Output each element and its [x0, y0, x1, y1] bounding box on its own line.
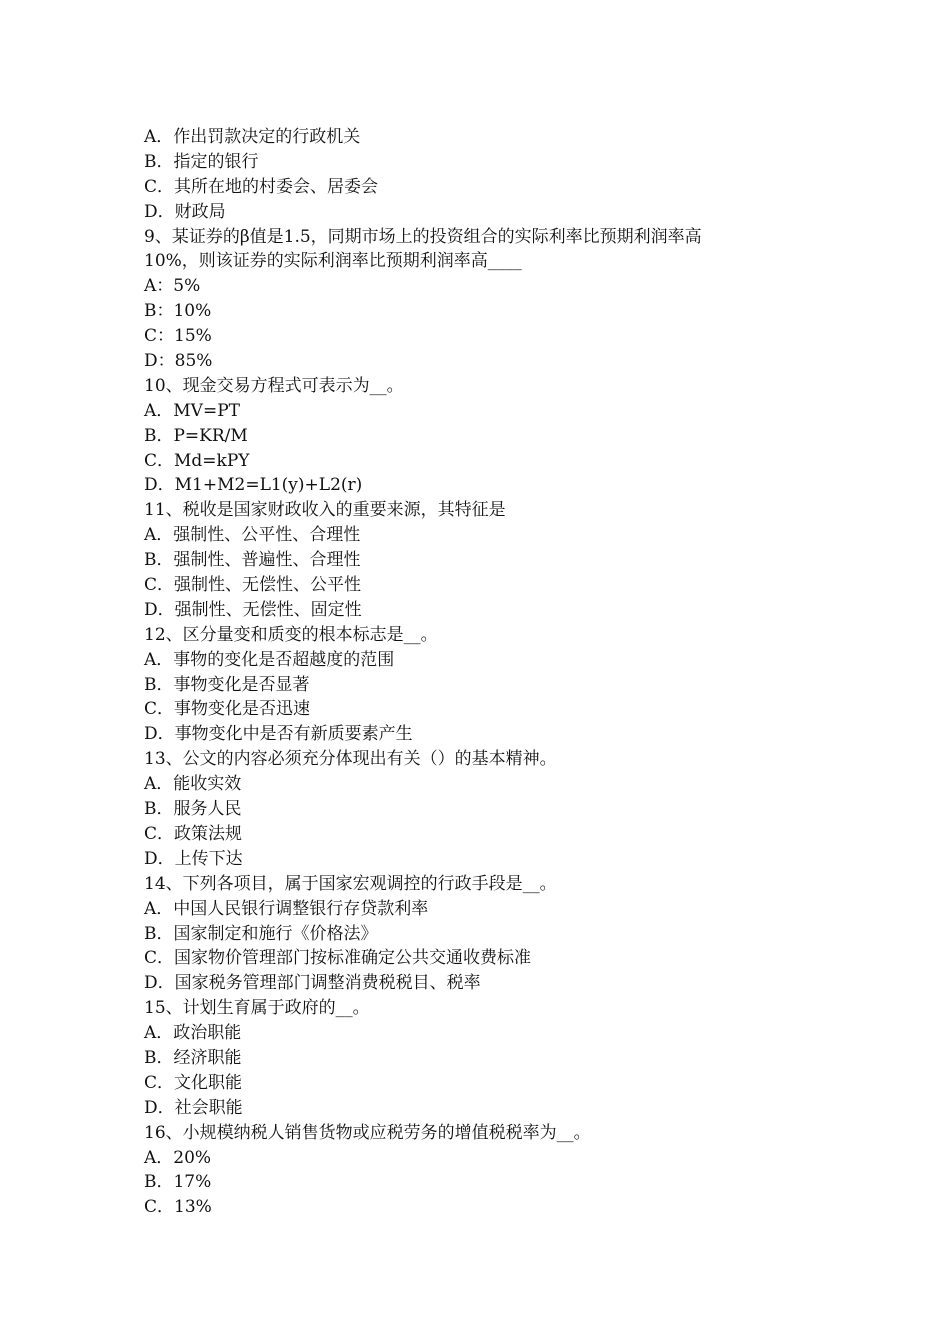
option-text: A．作出罚款决定的行政机关: [144, 127, 361, 147]
option-text: D：85%: [144, 351, 213, 372]
option-text: C：15%: [144, 326, 212, 347]
option-text: A．20%: [144, 1147, 212, 1168]
option-text: A．MV=PT: [144, 400, 240, 421]
question-12-text: 12、区分量变和质变的根本标志是__。: [144, 624, 438, 645]
option-text: D．社会职能: [144, 1097, 243, 1118]
option-text: B．经济职能: [144, 1047, 242, 1068]
option-text: A．强制性、公平性、合理性: [144, 525, 361, 546]
option-text: D．财政局: [144, 201, 226, 222]
option-text: C．Md=kPY: [144, 450, 250, 471]
option-text: C．政策法规: [144, 823, 243, 844]
question-16-text: 16、小规模纳税人销售货物或应税劳务的增值税税率为__。: [144, 1122, 591, 1143]
option-text: B．指定的银行: [144, 151, 259, 172]
option-text: B：10%: [144, 301, 212, 322]
option-text: D．事物变化中是否有新质要素产生: [144, 724, 413, 745]
option-text: B．强制性、普遍性、合理性: [144, 550, 361, 571]
question-13-text: 13、公文的内容必须充分体现出有关（）的基本精神。: [144, 749, 557, 770]
option-text: C．国家物价管理部门按标准确定公共交通收费标准: [144, 948, 532, 969]
option-text: A．中国人民银行调整银行存贷款利率: [144, 898, 429, 919]
option-text: B．P=KR/M: [144, 425, 248, 446]
option-text: B．国家制定和施行《价格法》: [144, 923, 378, 944]
option-text: C．其所在地的村委会、居委会: [144, 176, 379, 197]
option-text: A：5%: [144, 276, 201, 297]
option-text: A．能收实效: [144, 774, 242, 795]
question-15-text: 15、计划生育属于政府的__。: [144, 998, 370, 1019]
option-text: C．事物变化是否迅速: [144, 699, 311, 720]
option-text: B．事物变化是否显著: [144, 674, 310, 695]
option-text: D．国家税务管理部门调整消费税税目、税率: [144, 973, 481, 994]
option-text: D．强制性、无偿性、固定性: [144, 599, 362, 620]
option-text: D．上传下达: [144, 848, 243, 869]
option-text: C．13%: [144, 1197, 212, 1218]
question-11-text: 11、税收是国家财政收入的重要来源，其特征是: [144, 500, 506, 521]
option-text: A．政治职能: [144, 1023, 242, 1044]
option-text: C．强制性、无偿性、公平性: [144, 575, 362, 596]
option-text: D．M1+M2=L1(y)+L2(r): [144, 475, 363, 496]
question-9-text: 9、某证券的β值是1.5，同期市场上的投资组合的实际利率比预期利润率高: [144, 226, 702, 247]
question-10-text: 10、现金交易方程式可表示为__。: [144, 375, 404, 396]
option-text: C．文化职能: [144, 1072, 243, 1093]
option-text: B．17%: [144, 1172, 212, 1193]
option-text: A．事物的变化是否超越度的范围: [144, 649, 395, 670]
question-9-text-continued: 10%，则该证券的实际利润率比预期利润率高____: [144, 251, 522, 272]
question-14-text: 14、下列各项目，属于国家宏观调控的行政手段是__。: [144, 873, 557, 894]
option-text: B．服务人民: [144, 799, 242, 820]
document-body: [144, 125, 824, 1220]
